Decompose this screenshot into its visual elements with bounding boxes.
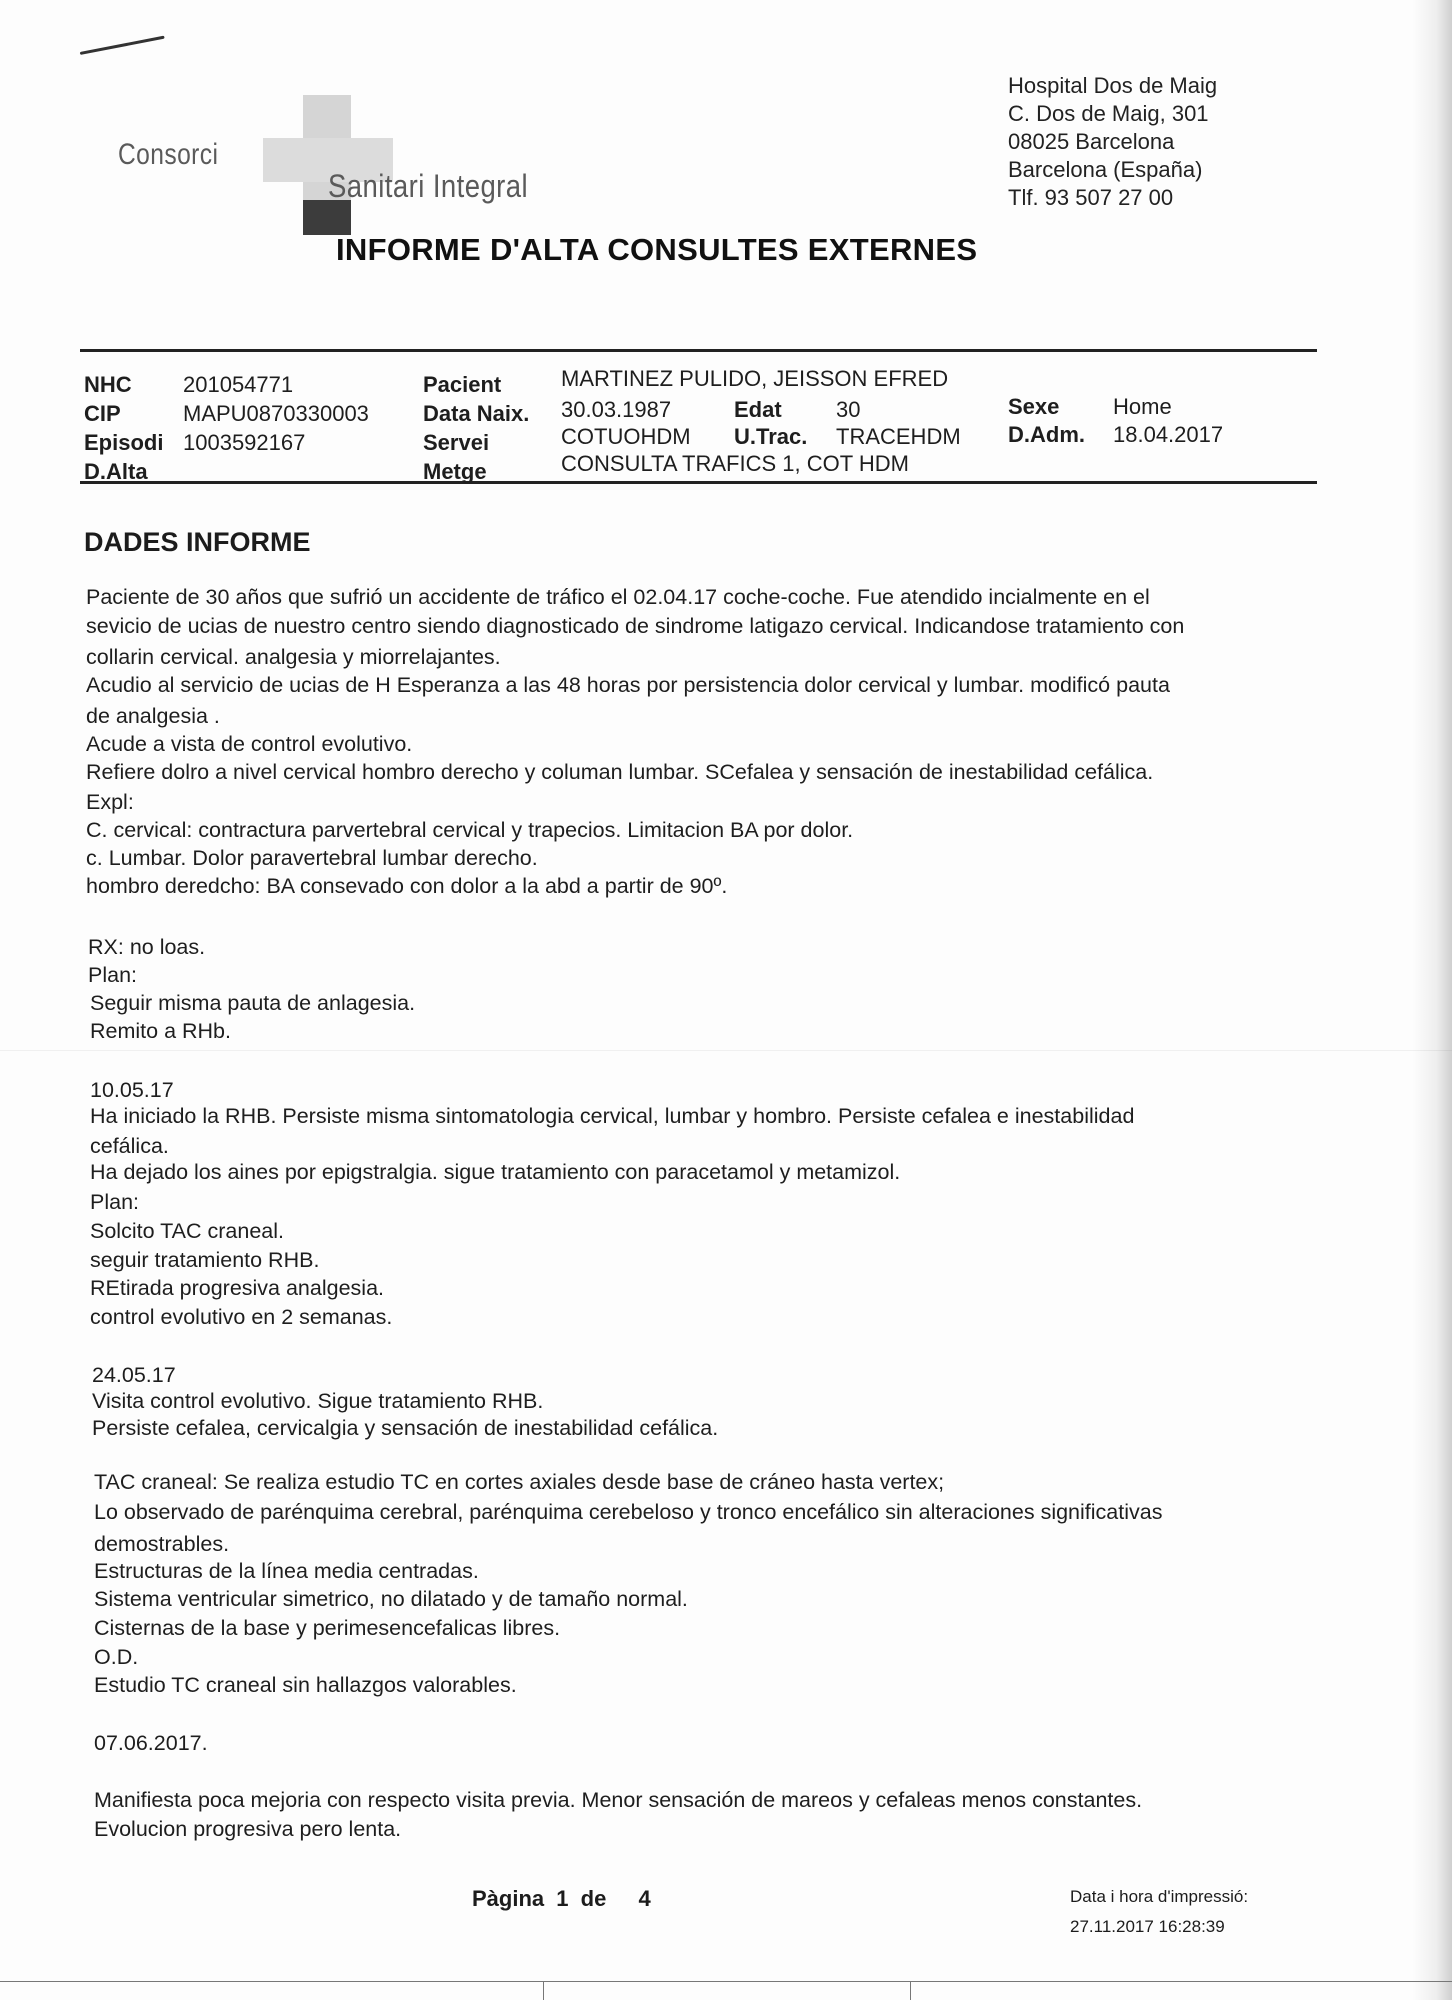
- logo-text-sanitari: Sanitari Integral: [328, 168, 529, 204]
- body-line: RX: no loas.: [88, 935, 206, 959]
- body-line: REtirada progresiva analgesia.: [90, 1276, 384, 1300]
- body-line: Expl:: [86, 790, 134, 814]
- metge-value: CONSULTA TRAFICS 1, COT HDM: [561, 451, 909, 476]
- body-line: Plan:: [90, 1190, 140, 1214]
- page-of: de: [580, 1886, 607, 1911]
- logo-text-consorci: Consorci: [118, 138, 219, 171]
- body-line: Cisternas de la base y perimesencefalicas libres.: [94, 1616, 561, 1640]
- nhc-value: 201054771: [183, 372, 294, 397]
- body-line: sevicio de ucias de nuestro centro siendo diagnosticado de sindrome latigazo cervical. Indicandose tratamiento con: [86, 614, 1185, 638]
- body-line: Ha iniciado la RHB. Persiste misma sintomatologia cervical, lumbar y hombro. Persiste cefalea e inestabilidad: [90, 1104, 1135, 1128]
- logo-cross-accent: [303, 200, 351, 235]
- page-number: [472, 1886, 651, 1912]
- datanaix-label: Data Naix.: [423, 401, 530, 426]
- consorci-logo: [118, 90, 598, 235]
- metge-label: Metge: [423, 459, 487, 484]
- cip-label: CIP: [84, 401, 121, 426]
- body-line: Seguir misma pauta de anlagesia.: [90, 991, 416, 1015]
- body-line: hombro deredcho: BA consevado con dolor a la abd a partir de 90º.: [86, 874, 728, 898]
- datanaix-value: 30.03.1987: [561, 397, 672, 422]
- sexe-label: Sexe: [1008, 394, 1060, 419]
- dadm-label: D.Adm.: [1008, 422, 1085, 447]
- body-line: 24.05.17: [92, 1363, 176, 1387]
- body-line: Paciente de 30 años que sufrió un accidente de tráfico el 02.04.17 coche-coche. Fue atendido incialmente en el: [86, 585, 1150, 609]
- episodi-label: Episodi: [84, 430, 164, 455]
- dadm-value: 18.04.2017: [1113, 422, 1224, 447]
- dalta-label: D.Alta: [84, 459, 148, 484]
- body-line: 07.06.2017.: [94, 1731, 208, 1755]
- body-line: Acudio al servicio de ucias de H Esperanza a las 48 horas por persistencia dolor cervical y lumbar. modificó pauta: [86, 673, 1170, 697]
- print-info: [1070, 1882, 1248, 1942]
- scan-edge-tick: [543, 1981, 544, 2000]
- page-current: 1: [556, 1886, 569, 1911]
- body-line: C. cervical: contractura parvertebral cervical y trapecios. Limitacion BA por dolor.: [86, 818, 854, 842]
- header-rule-top: [80, 349, 1317, 352]
- body-line: Visita control evolutivo. Sigue tratamiento RHB.: [92, 1389, 544, 1413]
- body-line: Persiste cefalea, cervicalgia y sensación de inestabilidad cefálica.: [92, 1416, 719, 1440]
- body-line: collarin cervical. analgesia y miorrelajantes.: [86, 645, 501, 669]
- sexe-value: Home: [1113, 394, 1172, 419]
- body-line: Ha dejado los aines por epigstralgia. sigue tratamiento con paracetamol y metamizol.: [90, 1160, 901, 1184]
- hospital-street: C. Dos de Maig, 301: [1008, 101, 1209, 126]
- body-line: 10.05.17: [90, 1078, 174, 1102]
- body-line: cefálica.: [90, 1134, 169, 1158]
- episodi-value: 1003592167: [183, 430, 306, 455]
- body-line: Plan:: [88, 963, 138, 987]
- body-line: Solcito TAC craneal.: [90, 1219, 284, 1243]
- hospital-name: Hospital Dos de Maig: [1008, 73, 1218, 98]
- body-line: Estructuras de la línea media centradas.: [94, 1559, 479, 1583]
- page-label: Pàgina: [472, 1886, 545, 1911]
- page-fold: [0, 1050, 1452, 1051]
- body-line: Sistema ventricular simetrico, no dilatado y de tamaño normal.: [94, 1587, 688, 1611]
- page-edge-shadow: [1412, 0, 1452, 2000]
- scan-bottom-edge: [0, 1981, 1452, 1982]
- hospital-postal: 08025 Barcelona: [1008, 129, 1175, 154]
- print-datetime: 27.11.2017 16:28:39: [1070, 1917, 1225, 1936]
- body-line: de analgesia .: [86, 704, 220, 728]
- body-line: c. Lumbar. Dolor paravertebral lumbar derecho.: [86, 846, 538, 870]
- cip-value: MAPU0870330003: [183, 401, 369, 426]
- pacient-value: MARTINEZ PULIDO, JEISSON EFRED: [561, 366, 949, 391]
- pacient-label: Pacient: [423, 372, 502, 397]
- hospital-address: [1008, 72, 1217, 212]
- body-line: seguir tratamiento RHB.: [90, 1248, 320, 1272]
- body-line: Refiere dolro a nivel cervical hombro derecho y columan lumbar. SCefalea y sensación de inestabilidad cefálica.: [86, 760, 1154, 784]
- hospital-phone: Tlf. 93 507 27 00: [1008, 185, 1174, 210]
- body-line: Estudio TC craneal sin hallazgos valorables.: [94, 1673, 517, 1697]
- body-line: Evolucion progresiva pero lenta.: [94, 1817, 402, 1841]
- body-line: Acude a vista de control evolutivo.: [86, 732, 413, 756]
- utrac-value: TRACEHDM: [836, 424, 961, 449]
- page-total: 4: [638, 1886, 651, 1911]
- body-line: demostrables.: [94, 1532, 230, 1556]
- body-line: Remito a RHb.: [90, 1019, 231, 1043]
- body-line: O.D.: [94, 1645, 139, 1669]
- body-line: Manifiesta poca mejoria con respecto visita previa. Menor sensación de mareos y cefaleas menos constantes.: [94, 1788, 1143, 1812]
- document-title: INFORME D'ALTA CONSULTES EXTERNES: [336, 232, 978, 267]
- body-line: TAC craneal: Se realiza estudio TC en cortes axiales desde base de cráneo hasta vertex;: [94, 1470, 945, 1494]
- section-title: DADES INFORME: [84, 527, 311, 557]
- edat-label: Edat: [734, 397, 782, 422]
- scan-edge-tick: [910, 1981, 911, 2000]
- servei-label: Servei: [423, 430, 490, 455]
- nhc-label: NHC: [84, 372, 132, 397]
- utrac-label: U.Trac.: [734, 424, 808, 449]
- header-rule-bottom: [80, 481, 1317, 484]
- pen-mark: [80, 36, 165, 55]
- hospital-region: Barcelona (España): [1008, 157, 1203, 182]
- edat-value: 30: [836, 397, 861, 422]
- print-label: Data i hora d'impressió:: [1070, 1887, 1249, 1906]
- servei-value: COTUOHDM: [561, 424, 691, 449]
- body-line: Lo observado de parénquima cerebral, parénquima cerebeloso y tronco encefálico sin alteraciones significativas: [94, 1500, 1163, 1524]
- body-line: control evolutivo en 2 semanas.: [90, 1305, 393, 1329]
